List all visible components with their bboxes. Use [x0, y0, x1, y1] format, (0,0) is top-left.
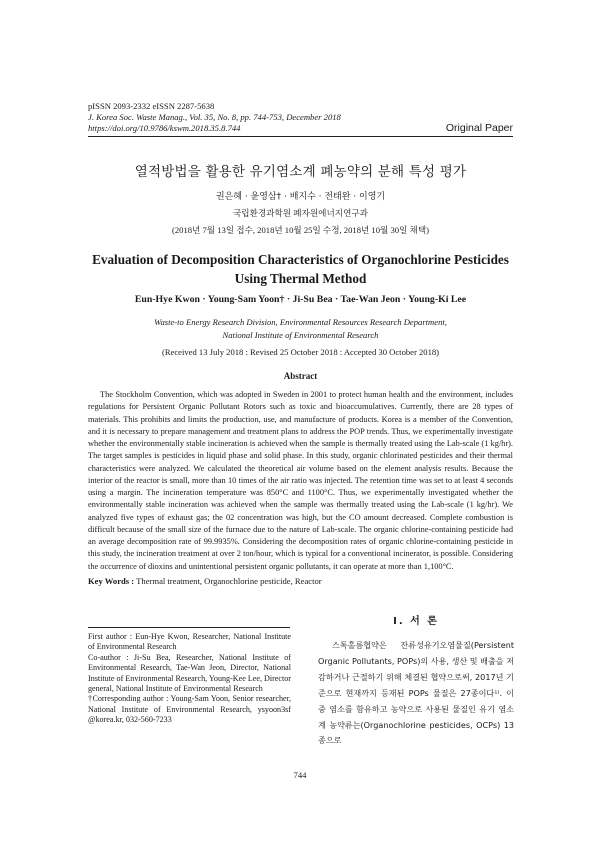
issn-line: pISSN 2093-2332 eISSN 2287-5638 [88, 101, 215, 111]
introduction-text: 스톡홀름협약은 잔류성유기오염물질(Persistent Organic Pollutants, POPs)의 사용, 생산 및 배출을 저감하거나 근절하기 위해 체결된 협약으로써, 2017년 기준으로 현재까지 등재된 POPs 물질은 27종이다¹⁾. 이 중 염소를 함유하고 농약으로 사용된 물질인 유기 염소계 농약류는(Organochlorine pesticides, OCPs) 13종으로 [318, 640, 515, 746]
korean-authors: 권은혜 · 윤영삼† · 배지수 · 전태완 · 이영기 [215, 192, 386, 202]
english-authors: Eun-Hye Kwon · Young-Sam Yoon† · Ji-Su Bea · Tae-Wan Jeon · Young-Ki Lee [134, 294, 467, 305]
english-title-line1: Evaluation of Decomposition Characteristics of Organochlorine Pesticides [92, 252, 509, 267]
keywords [88, 576, 322, 586]
footnote-co-author: Co-author : Ji-Su Bea, Researcher, National Institute of Environmental Research, Tae-Wan Jeon, Director, National Institute of Environmental Research, Young-Kee Lee, Director general, National Institute of Environmental Research [88, 652, 291, 694]
doi-link[interactable]: https://doi.org/10.9786/kswm.2018.35.8.744 [88, 123, 241, 133]
english-title-line2: Using Thermal Method [234, 271, 367, 286]
abstract-text: The Stockholm Convention, which was adopted in Sweden in 2001 to protect human health and the environment, includes regulations for Persistent Organic Pollutant Rotors such as toxic and bioaccumulatives. Currently, there are 28 types of materials. This prohibits and limits the production, use, and manufacture of products. Korea is a member of the Convention, and it is necessary to prepare management and treatment plans to address the POP trends. Thus, we experimentally investigate whether the environmentally stable incineration is achieved when the sample is thermally treated using the Lab-scale (1 kg/hr). The target samples is pesticides in liquid phase and solid phase. In this study, organic chlorinated pesticides and their thermal characteristics were analyzed. We calculated the theoretical air volume based on the element analysis results. Because the interior of the reactor is small, more than 10 times of the air ratio was injected. The retention time was set to at least 4 seconds using a margin. The incineration temperature was 850°C and 1100°C. Thus, we experimentally investigated whether the environmentally stable incineration was achieved when the sample was thermally treated using the Lab-scale (1 kg/hr). We analyzed five types of exhaust gas; the 02 concentration was high, but the CO amount decreased. Complete combustion is difficult because of the small size of the furnace due to the nature of Lab-scale. The organic chlorine-containing pesticide had an average decomposition rate of 99.9935%. Considering the decomposition rates of organic chlorine-containing pesticide in this study, the incineration treatment at over 2 ton/hour, which is typical for a conventional incinerator, is possible. Considering the occurrence of dioxins and unintentional persistent organic pollutants, it can operate at more than 1,100°C. [88, 390, 513, 571]
korean-dates: (2018년 7월 13일 접수, 2018년 10월 25일 수정, 2018년 10월 30일 채택) [171, 225, 429, 235]
journal-header [88, 101, 341, 134]
abstract-heading: Abstract [283, 371, 318, 381]
affiliation-line1: Waste-to Energy Research Division, Environmental Resources Research Department, [154, 317, 447, 327]
section-heading: I. 서 론 [393, 616, 439, 627]
english-dates: (Received 13 July 2018 : Revised 25 October 2018 : Accepted 30 October 2018) [161, 347, 440, 357]
article-type-label: Original Paper [445, 122, 513, 134]
footnote-corresponding: †Corresponding author : Young-Sam Yoon, Senior researcher, National Institute of Environmental Research, ysyoon3sf @korea.kr, 032-560-7233 [88, 694, 291, 725]
english-title [88, 250, 513, 288]
footnote-first-author: First author : Eun-Hye Kwon, Researcher, National Institute of Environmental Research [88, 632, 291, 652]
footnote-divider [88, 627, 290, 628]
affiliation-line2: National Institute of Environmental Research [222, 330, 379, 340]
korean-title: 열적방법을 활용한 유기염소계 폐농약의 분해 특성 평가 [134, 164, 467, 180]
korean-affiliation: 국립환경과학원 폐자원에너지연구과 [233, 208, 368, 218]
page-number: 744 [293, 770, 307, 780]
footnotes [88, 632, 291, 726]
keywords-label: Key Words : [88, 576, 135, 586]
keywords-text: Thermal treatment, Organochlorine pesticide, Reactor [136, 576, 322, 586]
journal-citation: J. Korea Soc. Waste Manag., Vol. 35, No. 8, pp. 744-753, December 2018 [88, 112, 341, 122]
english-affiliation [88, 316, 513, 342]
header-divider [88, 136, 513, 137]
